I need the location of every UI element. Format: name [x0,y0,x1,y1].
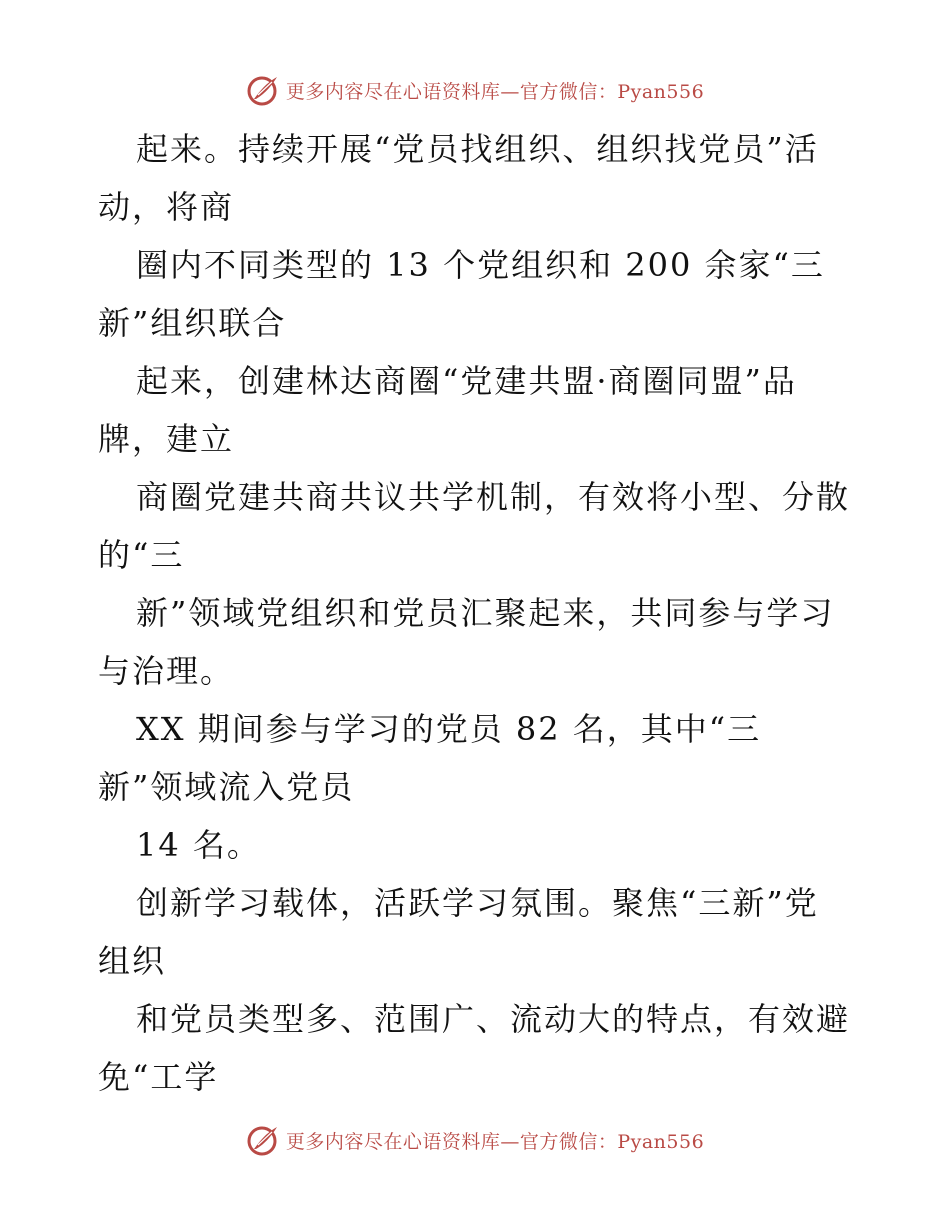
header-banner [0,70,950,110]
body-line: 创新学习载体，活跃学习氛围。聚焦“三新”党 [136,884,819,922]
feather-circle-logo-icon [246,73,280,107]
document-body [98,120,858,1106]
body-line: 起来。持续开展“党员找组织、组织找党员”活 [136,130,819,168]
body-line: 动，将商 [98,188,235,226]
footer-banner [0,1120,950,1160]
footer-banner-text: 更多内容尽在心语资料库—官方微信：Pyan556 [285,1130,705,1153]
body-line: XX 期间参与学习的党员 82 名，其中“三 [136,710,762,748]
body-line: 牌，建立 [98,420,235,458]
feather-circle-logo-icon [246,1123,280,1157]
body-line: 和党员类型多、范围广、流动大的特点，有效避 [136,1000,851,1038]
body-line: 新”组织联合 [98,304,287,342]
body-line: 圈内不同类型的 13 个党组织和 200 余家“三 [136,246,825,284]
body-line: 组织 [98,942,167,980]
body-line: 免“工学 [98,1058,219,1096]
body-line: 新”领域流入党员 [98,768,355,806]
body-line: 新”领域党组织和党员汇聚起来，共同参与学习 [136,594,835,632]
body-line: 14 名。 [136,826,261,864]
header-banner-text: 更多内容尽在心语资料库—官方微信：Pyan556 [285,80,705,103]
body-line: 商圈党建共商共议共学机制，有效将小型、分散 [136,478,851,516]
body-line: 与治理。 [98,652,235,690]
body-line: 的“三 [98,536,185,574]
body-line: 起来，创建林达商圈“党建共盟·商圈同盟”品 [136,362,797,400]
